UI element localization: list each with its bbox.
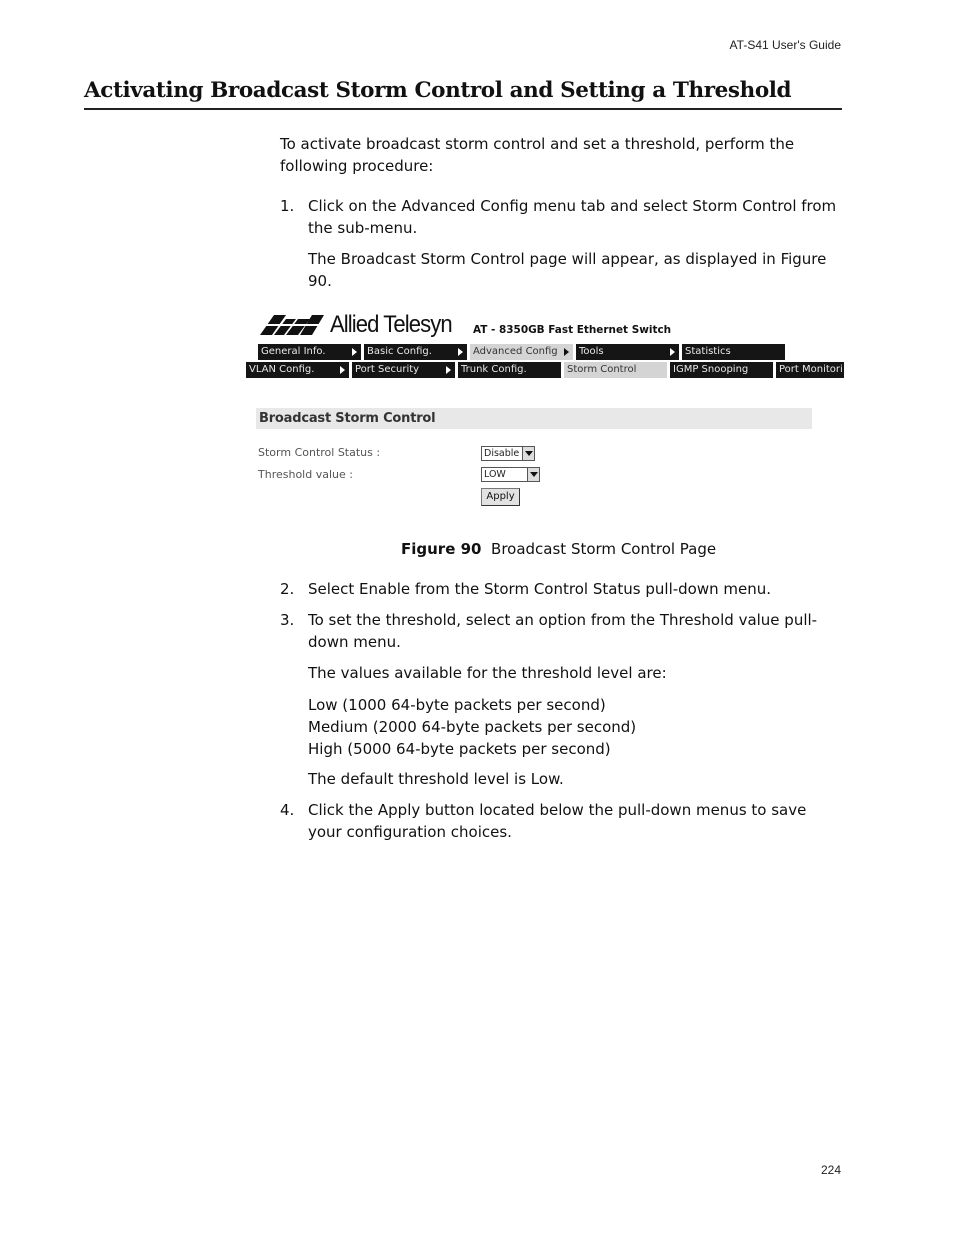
menu-row-submenu (246, 362, 844, 378)
subtab-trunk-config[interactable] (458, 362, 561, 378)
default-threshold-note: The default threshold level is Low. (308, 770, 564, 788)
tab-label: Tools (579, 346, 604, 357)
allied-telesyn-logo-icon (260, 313, 326, 337)
step-2 (280, 578, 842, 600)
figure-caption-text: Broadcast Storm Control Page (491, 540, 717, 558)
tab-label: IGMP Snooping (673, 364, 749, 375)
threshold-level-list (308, 694, 842, 760)
subtab-port-monitoring[interactable] (776, 362, 844, 378)
arrow-right-icon (564, 348, 569, 356)
chevron-down-icon (527, 468, 539, 481)
tab-label: Port Security (355, 364, 420, 375)
tab-label: Trunk Config. (461, 364, 527, 375)
figure-screenshot (246, 308, 843, 513)
step-text: Click the Apply button located below the pull-down menus to save your configuration choices. (308, 801, 807, 841)
step-3 (280, 609, 842, 653)
logo-wordmark: Allied Telesyn (330, 311, 452, 338)
step-1 (280, 195, 842, 239)
arrow-right-icon (670, 348, 675, 356)
threshold-level-item: Low (1000 64-byte packets per second) (308, 696, 606, 714)
select-value: LOW (484, 469, 506, 480)
step-text: Click on the Advanced Config menu tab and select Storm Control from the sub-menu. (308, 197, 837, 237)
allied-telesyn-logo (260, 312, 462, 338)
tab-label: Advanced Config (473, 346, 558, 357)
storm-control-status-label: Storm Control Status : (258, 446, 381, 459)
storm-control-status-select[interactable] (481, 446, 535, 461)
menu-row-primary (258, 344, 788, 360)
tab-advanced-config[interactable] (470, 344, 573, 360)
threshold-value-label: Threshold value : (258, 468, 353, 481)
tab-label: VLAN Config. (249, 364, 315, 375)
arrow-right-icon (458, 348, 463, 356)
step-text: To set the threshold, select an option from the Threshold value pull-down menu. (308, 611, 818, 651)
arrow-right-icon (340, 366, 345, 374)
step-text: Select Enable from the Storm Control Status pull-down menu. (308, 580, 772, 598)
section-header: Broadcast Storm Control (256, 408, 812, 429)
tab-label: Statistics (685, 346, 731, 357)
threshold-level-item: Medium (2000 64-byte packets per second) (308, 718, 637, 736)
subtab-port-security[interactable] (352, 362, 455, 378)
subtab-storm-control[interactable] (564, 362, 667, 378)
tab-label: Basic Config. (367, 346, 432, 357)
threshold-level-item: High (5000 64-byte packets per second) (308, 740, 611, 758)
select-value: Disable (484, 448, 520, 459)
step-number: 4. (280, 801, 295, 819)
step-number: 1. (280, 197, 295, 215)
apply-button[interactable]: Apply (481, 488, 520, 506)
subtab-vlan-config[interactable] (246, 362, 349, 378)
step-4 (280, 799, 842, 843)
tab-label: Port Monitori (779, 364, 843, 375)
tab-statistics[interactable] (682, 344, 785, 360)
step-3-note: The values available for the threshold level are: (308, 664, 667, 682)
chevron-down-icon (522, 447, 534, 460)
page-title: Activating Broadcast Storm Control and Setting a Threshold (84, 78, 842, 110)
step-1-note: The Broadcast Storm Control page will appear, as displayed in Figure 90. (308, 250, 827, 290)
tab-tools[interactable] (576, 344, 679, 360)
step-number: 3. (280, 611, 295, 629)
intro-paragraph: To activate broadcast storm control and set a threshold, perform the following procedure: (280, 135, 795, 175)
tab-label: General Info. (261, 346, 326, 357)
figure-label: Figure 90 (401, 540, 482, 558)
tab-label: Storm Control (567, 364, 637, 375)
arrow-right-icon (352, 348, 357, 356)
product-name: AT - 8350GB Fast Ethernet Switch (473, 323, 672, 336)
tab-general-info[interactable] (258, 344, 361, 360)
running-head: AT-S41 User's Guide (729, 38, 841, 52)
threshold-value-select[interactable] (481, 467, 540, 482)
page-number: 224 (820, 1163, 841, 1177)
figure-caption (401, 538, 716, 560)
arrow-right-icon (446, 366, 451, 374)
step-number: 2. (280, 580, 295, 598)
subtab-igmp-snooping[interactable] (670, 362, 773, 378)
tab-basic-config[interactable] (364, 344, 467, 360)
